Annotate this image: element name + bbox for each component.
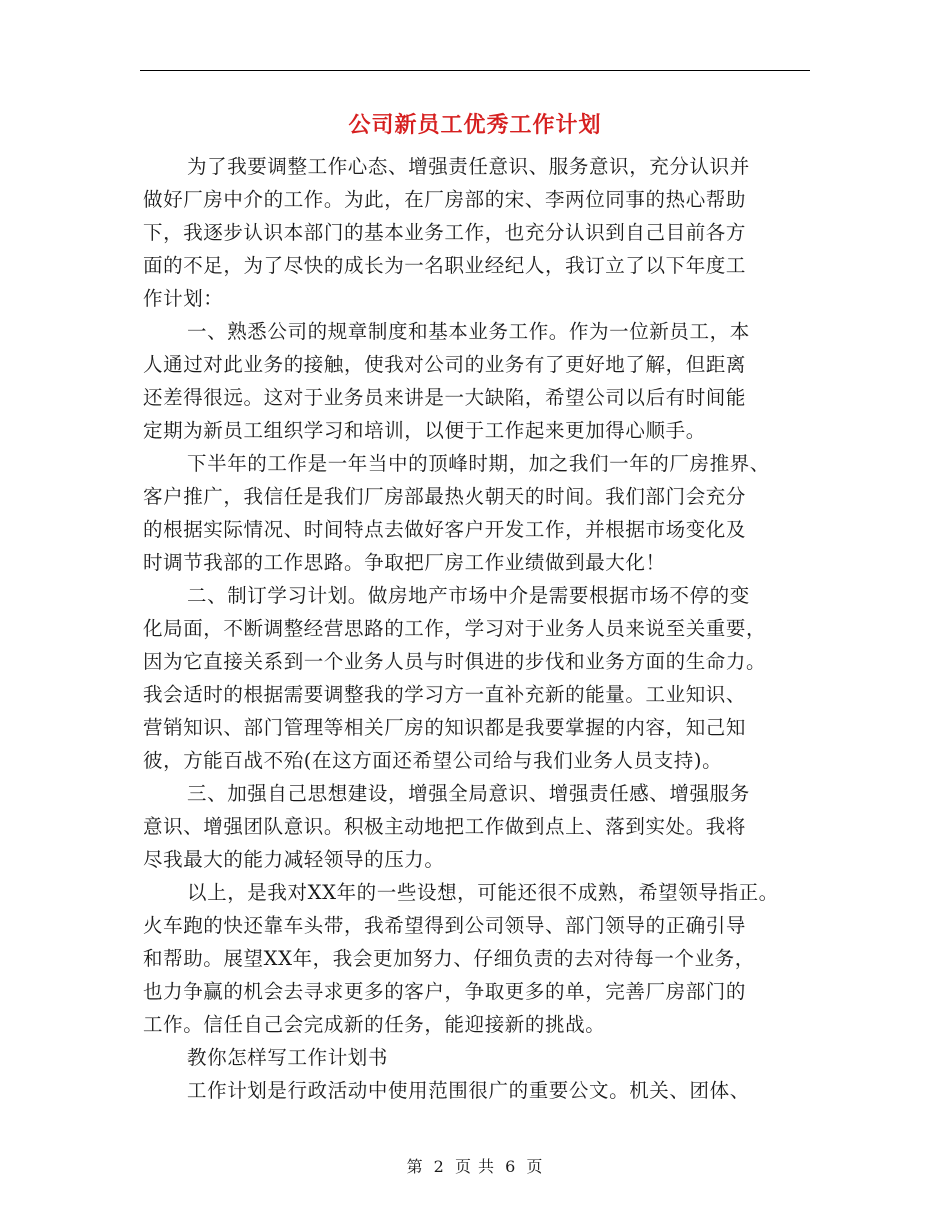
text-line: 工作。信任自己会完成新的任务，能迎接新的挑战。 — [143, 1013, 606, 1036]
total-pages-number: 6 — [505, 1157, 517, 1176]
text-line: 下半年的工作是一年当中的顶峰时期，加之我们一年的厂房推界、 — [187, 452, 770, 475]
text-line: 客户推广，我信任是我们厂房部最热火朝天的时间。我们部门会充分 — [143, 485, 747, 508]
text-line: 工作计划是行政活动中使用范围很广的重要公文。机关、团体、 — [187, 1079, 750, 1102]
document-body — [143, 150, 815, 1107]
footer-suffix: 页 — [526, 1157, 544, 1176]
text-line: 也力争赢的机会去寻求更多的客户，争取更多的单，完善厂房部门的 — [143, 980, 747, 1003]
text-line: 做好厂房中介的工作。为此，在厂房部的宋、李两位同事的热心帮助 — [143, 188, 747, 211]
text-line: 二、制订学习计划。做房地产市场中介是需要根据市场不停的变 — [187, 584, 750, 607]
text-line: 为了我要调整工作心态、增强责任意识、服务意识，充分认识并 — [187, 155, 750, 178]
text-line: 和帮助。展望XX年，我会更加努力、仔细负责的去对待每一个业务， — [143, 947, 755, 970]
text-line: 下，我逐步认识本部门的基本业务工作，也充分认识到自己目前各方 — [143, 221, 747, 244]
text-line: 定期为新员工组织学习和培训，以便于工作起来更加得心顺手。 — [143, 419, 706, 442]
text-line: 还差得很远。这对于业务员来讲是一大缺陷，希望公司以后有时间能 — [143, 386, 747, 409]
footer-prefix: 第 — [406, 1157, 424, 1176]
page-footer — [0, 1154, 950, 1177]
text-line: 作计划： — [143, 287, 224, 310]
text-line: 三、加强自己思想建设，增强全局意识、增强责任感、增强服务 — [187, 782, 750, 805]
text-line: 火车跑的快还靠车头带，我希望得到公司领导、部门领导的正确引导 — [143, 914, 747, 937]
document-title: 公司新员工优秀工作计划 — [348, 113, 602, 138]
footer-middle: 页 共 — [454, 1157, 496, 1176]
text-line: 一、熟悉公司的规章制度和基本业务工作。作为一位新员工，本 — [187, 320, 750, 343]
section-heading: 教你怎样写工作计划书 — [187, 1046, 389, 1069]
text-line: 意识、增强团队意识。积极主动地把工作做到点上、落到实处。我将 — [143, 815, 747, 838]
text-line: 面的不足，为了尽快的成长为一名职业经纪人，我订立了以下年度工 — [143, 254, 747, 277]
current-page-number: 2 — [433, 1157, 445, 1176]
text-line: 时调节我部的工作思路。争取把厂房工作业绩做到最大化！ — [143, 551, 666, 574]
text-line: 营销知识、部门管理等相关厂房的知识都是我要掌握的内容，知己知 — [143, 716, 747, 739]
text-line: 我会适时的根据需要调整我的学习方一直补充新的能量。工业知识、 — [143, 683, 747, 706]
text-line: 人通过对此业务的接触，使我对公司的业务有了更好地了解，但距离 — [143, 353, 747, 376]
text-line: 尽我最大的能力减轻领导的压力。 — [143, 848, 445, 871]
text-line: 以上，是我对XX年的一些设想，可能还很不成熟，希望领导指正。 — [187, 881, 779, 904]
text-line: 彼，方能百战不殆(在这方面还希望公司给与我们业务人员支持)。 — [143, 749, 723, 772]
text-line: 化局面，不断调整经营思路的工作，学习对于业务人员来说至关重要， — [143, 617, 767, 640]
header-rule — [140, 70, 810, 71]
text-line: 因为它直接关系到一个业务人员与时俱进的步伐和业务方面的生命力。 — [143, 650, 767, 673]
text-line: 的根据实际情况、时间特点去做好客户开发工作，并根据市场变化及 — [143, 518, 747, 541]
